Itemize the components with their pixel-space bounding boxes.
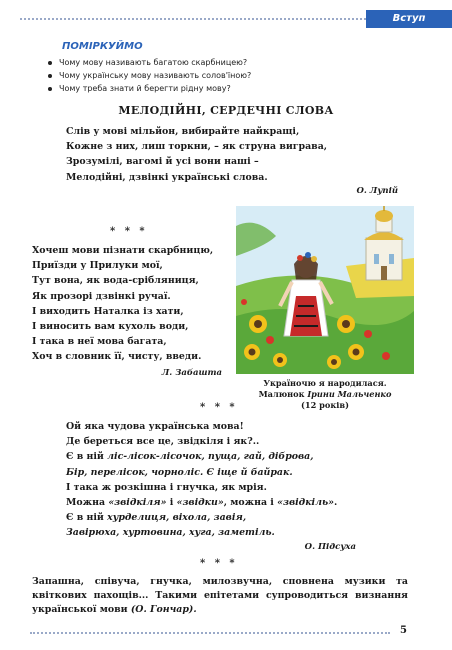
poem-line: І виносить вам кухоль води, bbox=[32, 321, 189, 333]
poem-line: Хочеш мови пізнати скарбницю, bbox=[32, 245, 214, 256]
separator-stars: * * * bbox=[200, 558, 238, 569]
poem-line: І виходить Наталка із хати, bbox=[32, 305, 184, 317]
question-item: Чому українську мову називають солов'їною? bbox=[48, 69, 251, 82]
closing-paragraph bbox=[32, 575, 408, 617]
text-run: і bbox=[166, 497, 177, 509]
poem-line: Мелодійні, дзвінкі українські слова. bbox=[66, 171, 268, 183]
caption-line bbox=[236, 389, 414, 400]
footer-dotted-rule bbox=[30, 632, 390, 634]
text-run: , можна і bbox=[223, 497, 278, 509]
separator-stars: * * * bbox=[200, 402, 238, 413]
poem-line: Кожне з них, лиш торкни, – як струна виграва, bbox=[66, 141, 328, 153]
caption-prefix: Малюнок bbox=[258, 389, 308, 399]
poem-2-author: Л. Забашта bbox=[161, 368, 222, 378]
text-run-italic: хурделиця, віхола, завія, bbox=[107, 512, 247, 524]
poem-1-author: О. Лупій bbox=[356, 186, 398, 196]
poem-line: Хоч в словник її, чисту, введи. bbox=[32, 351, 202, 363]
poem-line: Слів у мові мільйон, вибирайте найкращі, bbox=[66, 126, 300, 137]
paragraph-text: Запашна, співуча, гнучка, милозвучна, сповнена музики та квіткових пахощів... Такими епітетами супроводиться визнання української мови bbox=[32, 576, 408, 615]
poem-line: І така ж розкішна і гнучка, як мрія. bbox=[66, 481, 267, 493]
paragraph-citation: (О. Гончар). bbox=[130, 604, 197, 615]
text-run-italic: «звідкіль» bbox=[277, 497, 335, 509]
page-number: 5 bbox=[400, 625, 407, 636]
poem-line: Зрозумілі, вагомі й усі вони наші – bbox=[66, 156, 259, 168]
poem-3-author: О. Підсуха bbox=[304, 542, 356, 552]
text-run: . bbox=[334, 497, 338, 509]
text-run: Є в ній bbox=[66, 512, 108, 524]
poem-line: Приїзди у Прилуки мої, bbox=[32, 260, 163, 272]
caption-line: Україночю я народилася. bbox=[263, 378, 387, 388]
poem-line: Завірюха, хуртовина, хуга, заметіль. bbox=[66, 527, 275, 539]
caption-artist-name: Ірини Мальченко bbox=[307, 389, 392, 399]
think-question-list bbox=[48, 56, 251, 95]
question-item: Чому мову називають багатою скарбницею? bbox=[48, 56, 251, 69]
poem-line: І така в неї мова багата, bbox=[32, 336, 167, 348]
text-run-italic: «звідки» bbox=[176, 497, 224, 509]
text-run-italic: «звідкіля» bbox=[108, 497, 167, 509]
poem-line: Бір, перелісок, чорноліс. Є іще й байрак. bbox=[66, 466, 293, 478]
separator-stars: * * * bbox=[110, 226, 148, 237]
child-drawing-illustration bbox=[236, 206, 414, 374]
question-item: Чому треба знати й берегти рідну мову? bbox=[48, 82, 251, 95]
poem-line: Тут вона, як вода-срібляниця, bbox=[32, 275, 199, 287]
illustration-caption bbox=[236, 378, 414, 411]
text-run: Можна bbox=[66, 497, 109, 509]
poem-line bbox=[66, 510, 337, 525]
poem-2 bbox=[32, 243, 213, 365]
header-dotted-rule bbox=[20, 18, 366, 20]
text-run-italic: ліс-лісок-лісочок, пуща, гай, діброва, bbox=[107, 451, 314, 463]
poem-1 bbox=[66, 124, 327, 185]
poem-line: Ой яка чудова українська мова! bbox=[66, 421, 244, 432]
poem-line: Де береться все це, звідкіля і як?.. bbox=[66, 436, 260, 448]
section-tab: Вступ bbox=[366, 10, 452, 28]
poem-line bbox=[66, 495, 337, 510]
poem-line bbox=[66, 449, 337, 464]
poem-title: МЕЛОДІЙНІ, СЕРДЕЧНІ СЛОВА bbox=[118, 104, 334, 117]
text-run: Є в ній bbox=[66, 451, 108, 463]
think-heading: ПОМІРКУЙМО bbox=[62, 41, 143, 52]
caption-line: (12 років) bbox=[301, 400, 349, 410]
poem-line: Як прозорі дзвінкі ручаї. bbox=[32, 290, 171, 302]
poem-3 bbox=[66, 419, 337, 541]
